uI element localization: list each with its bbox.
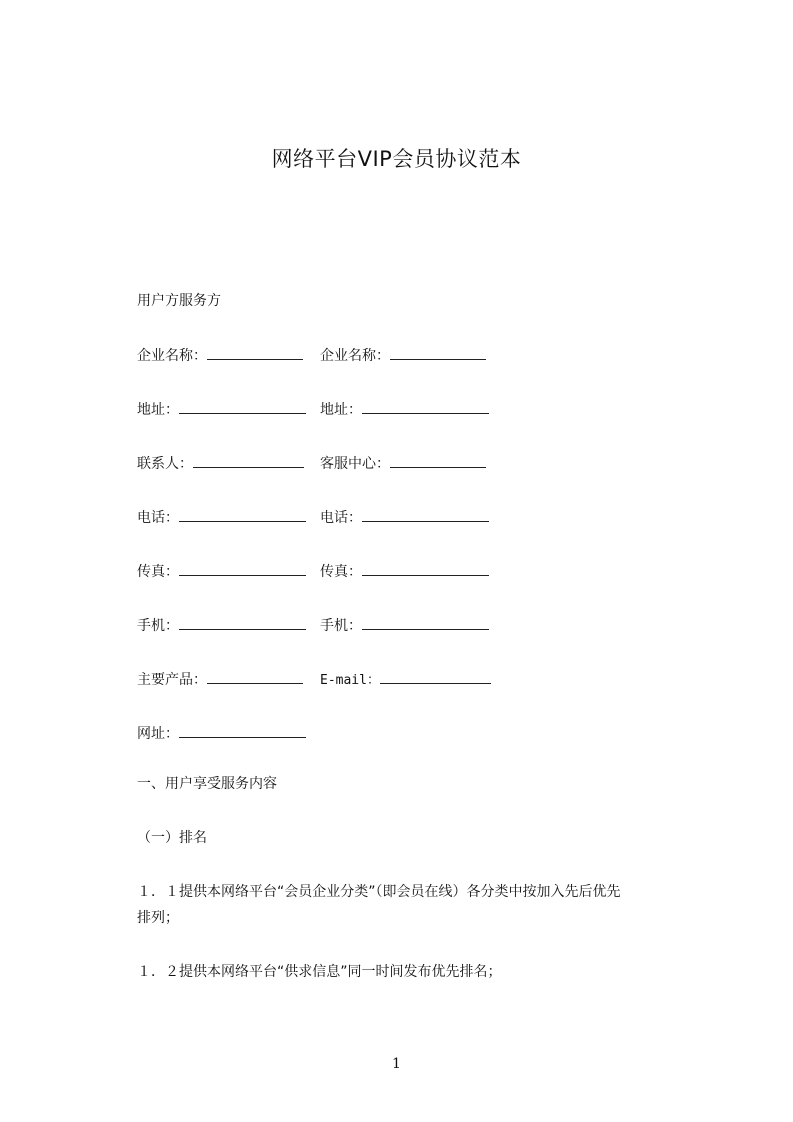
service-phone-label: 电话： (320, 510, 362, 526)
user-fax-row (137, 562, 306, 581)
item-1-1-line2: 排列； (137, 910, 179, 926)
document-title: 网络平台VIP会员协议范本 (271, 147, 522, 171)
user-address-row (137, 400, 306, 419)
service-mobile-label: 手机： (320, 618, 362, 634)
item-1-2: １．２提供本网络平台“供求信息”同一时间发布优先排名； (137, 964, 502, 980)
user-company-name-row (137, 346, 303, 365)
subsection-heading: （一）排名 (137, 830, 207, 846)
user-website-blank[interactable] (179, 724, 306, 738)
service-center-blank[interactable] (390, 454, 486, 468)
user-website-label: 网址： (137, 726, 179, 742)
service-company-name-row (320, 346, 486, 365)
user-contact-blank[interactable] (193, 454, 304, 468)
user-phone-label: 电话： (137, 510, 179, 526)
service-mobile-blank[interactable] (362, 616, 489, 630)
parties-header: 用户方服务方 (137, 293, 221, 309)
user-address-blank[interactable] (179, 400, 306, 414)
user-fax-label: 传真： (137, 564, 179, 580)
service-center-row (320, 454, 486, 473)
service-phone-blank[interactable] (362, 508, 489, 522)
service-phone-row (320, 508, 489, 527)
user-website-row (137, 724, 306, 743)
service-mobile-row (320, 616, 489, 635)
service-address-label: 地址： (320, 402, 362, 418)
user-mobile-label: 手机： (137, 618, 179, 634)
user-address-label: 地址： (137, 402, 179, 418)
service-address-blank[interactable] (362, 400, 489, 414)
user-company-name-blank[interactable] (207, 346, 303, 360)
service-company-name-label: 企业名称： (320, 348, 390, 364)
service-fax-label: 传真： (320, 564, 362, 580)
service-email-row (320, 670, 491, 690)
user-phone-blank[interactable] (179, 508, 306, 522)
service-fax-row (320, 562, 489, 581)
user-fax-blank[interactable] (179, 562, 306, 576)
service-email-label: E-mail： (320, 673, 380, 688)
user-phone-row (137, 508, 306, 527)
page-number: 1 (392, 1056, 401, 1072)
service-fax-blank[interactable] (362, 562, 489, 576)
user-mobile-blank[interactable] (179, 616, 306, 630)
user-products-blank[interactable] (207, 670, 303, 684)
user-contact-label: 联系人： (137, 456, 193, 472)
user-products-row (137, 670, 303, 689)
user-company-name-label: 企业名称： (137, 348, 207, 364)
item-1-1-line1: １．１提供本网络平台“会员企业分类”（即会员在线）各分类中按加入先后优先 (137, 884, 621, 900)
service-center-label: 客服中心： (320, 456, 390, 472)
user-contact-row (137, 454, 304, 473)
service-email-blank[interactable] (380, 670, 491, 684)
user-products-label: 主要产品： (137, 672, 207, 688)
service-address-row (320, 400, 489, 419)
user-mobile-row (137, 616, 306, 635)
section-heading: 一、用户享受服务内容 (137, 776, 277, 792)
service-company-name-blank[interactable] (390, 346, 486, 360)
